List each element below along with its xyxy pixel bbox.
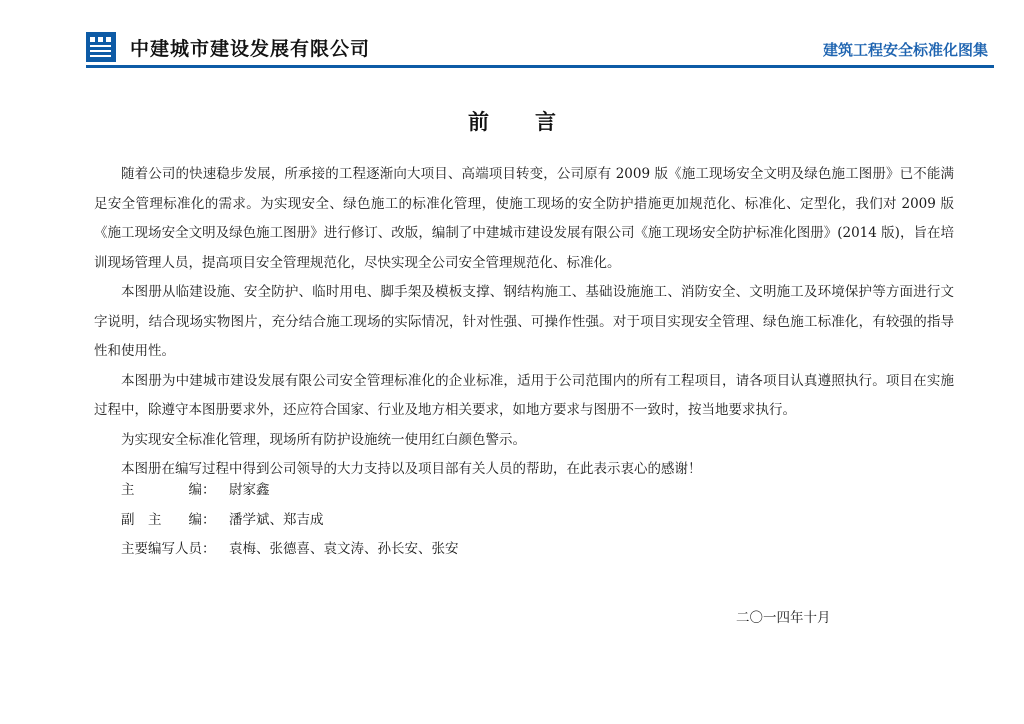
- document-date: 二〇一四年十月: [736, 610, 831, 626]
- credit-names: 袁梅、张德喜、袁文涛、孙长安、张安: [229, 541, 459, 557]
- paragraph: 本图册为中建城市建设发展有限公司安全管理标准化的企业标准，适用于公司范围内的所有工程项目，请各项目认真遵照执行。项目在实施过程中，除遵守本图册要求外，还应符合国家、行业及地方相关要求，如地方要求与图册不一致时，按当地要求执行。: [94, 372, 954, 418]
- paragraph: 为实现安全标准化管理，现场所有防护设施统一使用红白颜色警示。: [121, 431, 526, 448]
- credit-label: 副 主 编：: [121, 511, 216, 528]
- company-name: 中建城市建设发展有限公司: [130, 38, 371, 60]
- credit-label: 主 编：: [121, 482, 216, 498]
- editor-credits: [121, 476, 459, 565]
- preface-body: [94, 160, 954, 485]
- page-title: 前言: [468, 109, 602, 134]
- atlas-title: 建筑工程安全标准化图集: [822, 41, 988, 59]
- paragraph: 随着公司的快速稳步发展，所承接的工程逐渐向大项目、高端项目转变，公司原有 2009 版《施工现场安全文明及绿色施工图册》已不能满足安全管理标准化的需求。为实现安全、绿色施工的标准化管理，使施工现场的安全防护措施更加规范化、标准化、定型化，我们对 2009 版《施工现场安全文明及绿色施工图册》进行修订、改版，编制了中建城市建设发展有限公司《施工现场安全防护标准化图册》(2014 版)，旨在培训现场管理人员，提高项目安全管理规范化，尽快实现全公司安全管理规范化、标准化。: [94, 166, 954, 271]
- header-divider: [86, 65, 994, 68]
- credit-names: 潘学斌、郑吉成: [229, 511, 324, 528]
- deputy-editor-row: [121, 506, 459, 536]
- credit-names: 尉家鑫: [229, 482, 270, 498]
- paragraph: 本图册从临建设施、安全防护、临时用电、脚手架及模板支撑、钢结构施工、基础设施施工、消防安全、文明施工及环境保护等方面进行文字说明，结合现场实物图片，充分结合施工现场的实际情况，针对性强、可操作性强。对于项目实现安全管理、绿色施工标准化，有较强的指导性和使用性。: [94, 284, 954, 359]
- company-logo-icon: [86, 32, 116, 62]
- credit-label: 主要编写人员：: [121, 541, 216, 557]
- main-writers-row: [121, 535, 459, 565]
- paragraph: 本图册在编写过程中得到公司领导的大力支持以及项目部有关人员的帮助，在此表示衷心的感谢！: [121, 461, 702, 477]
- page-header: [86, 28, 994, 68]
- chief-editor-row: [121, 476, 459, 506]
